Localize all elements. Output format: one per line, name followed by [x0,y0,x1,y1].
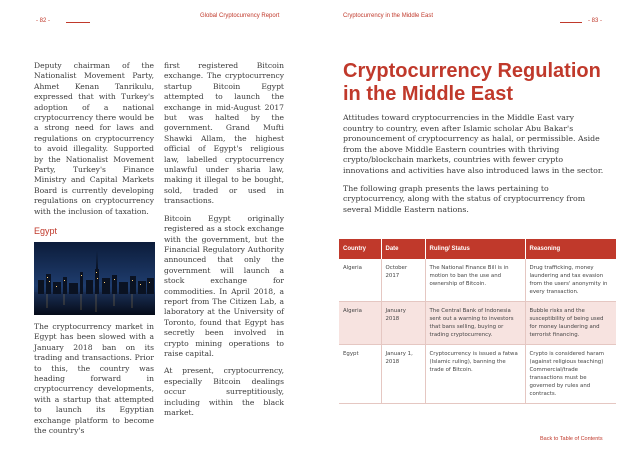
left-column-top [34,61,154,224]
left-header-rule [66,22,90,23]
header-country: Country [339,239,381,259]
table-row [339,302,616,345]
right-running-title: Cryptocurrency in the Middle East [343,13,434,19]
middle-paragraph-1: first registered Bitcoin exchange. The cryptocurrency startup Bitcoin Egypt attempted to launch the exchange in mid-August 2017 but was halted by the government. Grand Mufti Shawki Allam, the highest official of Egypt's religious law, labelled cryptocurrency unlawful under sharia law, making it illegal to be bought, sold, traded or used in transactions. [164,61,284,206]
cell-ruling: Cryptocurrency is issued a fatwa (Islamic ruling), banning the trade of Bitcoin. [425,345,525,404]
table-row [339,259,616,302]
right-header-rule [560,22,582,23]
intro-paragraph-1: Attitudes toward cryptocurrencies in the Middle East vary country to country, even after Islamic scholar Abu Bakar's pronouncement of cryptocurrency as halal, or permissible. Aside from the above Middle Eastern countries with thriving crypto/blockchain markets, countries with fewer crypto innovations and activities have also introduced laws in the sector. [343,113,604,175]
cell-date: January 2018 [381,302,425,345]
cell-reasoning: Drug trafficking, money laundering and tax evasion from the users' anonymity in every transaction. [525,259,616,302]
table-header-row [339,239,616,259]
middle-paragraph-3: At present, cryptocurrency, especially Bitcoin dealings occur surreptitiously, including within the black market. [164,366,284,417]
left-column-bottom [34,322,154,443]
cell-date: October 2017 [381,259,425,302]
cell-reasoning: Crypto is considered haram (against religious teaching) Commercial/trade transactions must be governed by rules and contracts. [525,345,616,404]
cell-ruling: The Central Bank of Indonesia sent out a warning to investors that bans selling, buying or trading cryptocurrency. [425,302,525,345]
left-paragraph-2: The cryptocurrency market in Egypt has been slowed with a January 2018 ban on its trading and transactions. Prior to this, the country was heading forward in cryptocurrency developments, with a startup that attempted to launch its Egyptian exchange platform to become the country's [34,322,154,436]
night-skyline-image [34,242,155,315]
left-page-number: - 82 - [36,18,51,24]
page-header [0,0,638,30]
left-paragraph-1: Deputy chairman of the Nationalist Movement Party, Ahmet Kenan Tanrikulu, expressed that with Turkey's adoption of a national cryptocurrency there would be a strong need for laws and regulations on cryptocurrency to avoid illegality. Supported by the Nationalist Movement Party, Turkey's Finance Ministry and Capital Markets Board is currently developing regulations on cryptocurrency with the inclusion of taxation. [34,61,154,216]
cell-ruling: The National Finance Bill is in motion to ban the use and ownership of Bitcoin. [425,259,525,302]
left-running-title: Global Cryptocurrency Report [200,13,280,19]
table-row [339,345,616,404]
header-date: Date [381,239,425,259]
middle-column [164,61,284,425]
section-heading-egypt: Egypt [34,226,58,236]
cell-country: Algeria [339,259,381,302]
header-reasoning: Reasoning [525,239,616,259]
cell-country: Algeria [339,302,381,345]
back-to-contents-link[interactable]: Back to Table of Contents [540,436,603,442]
cell-reasoning: Bubble risks and the susceptibility of being used for money laundering and terrorist financing. [525,302,616,345]
cell-date: January 1, 2018 [381,345,425,404]
header-ruling-status: Ruling/ Status [425,239,525,259]
cell-country: Egypt [339,345,381,404]
middle-paragraph-2: Bitcoin Egypt originally registered as a stock exchange with the government, but the Financial Regulatory Authority announced that only the government will launch a stock exchange for commodities. In April 2018, a report from The Citizen Lab, a laboratory at the University of Toronto, found that Egypt has secretly been involved in crypto mining operations to raise capital. [164,213,284,358]
page-title: Cryptocurrency Regulation in the Middle East [343,60,601,105]
city-skyline-photo [34,242,155,315]
intro-text [343,113,605,222]
right-page-number: - 83 - [588,18,603,24]
intro-paragraph-2: The following graph presents the laws pertaining to cryptocurrency, along with the status of cryptocurrency from several Middle Eastern nations. [343,183,586,214]
regulation-table [339,239,616,404]
